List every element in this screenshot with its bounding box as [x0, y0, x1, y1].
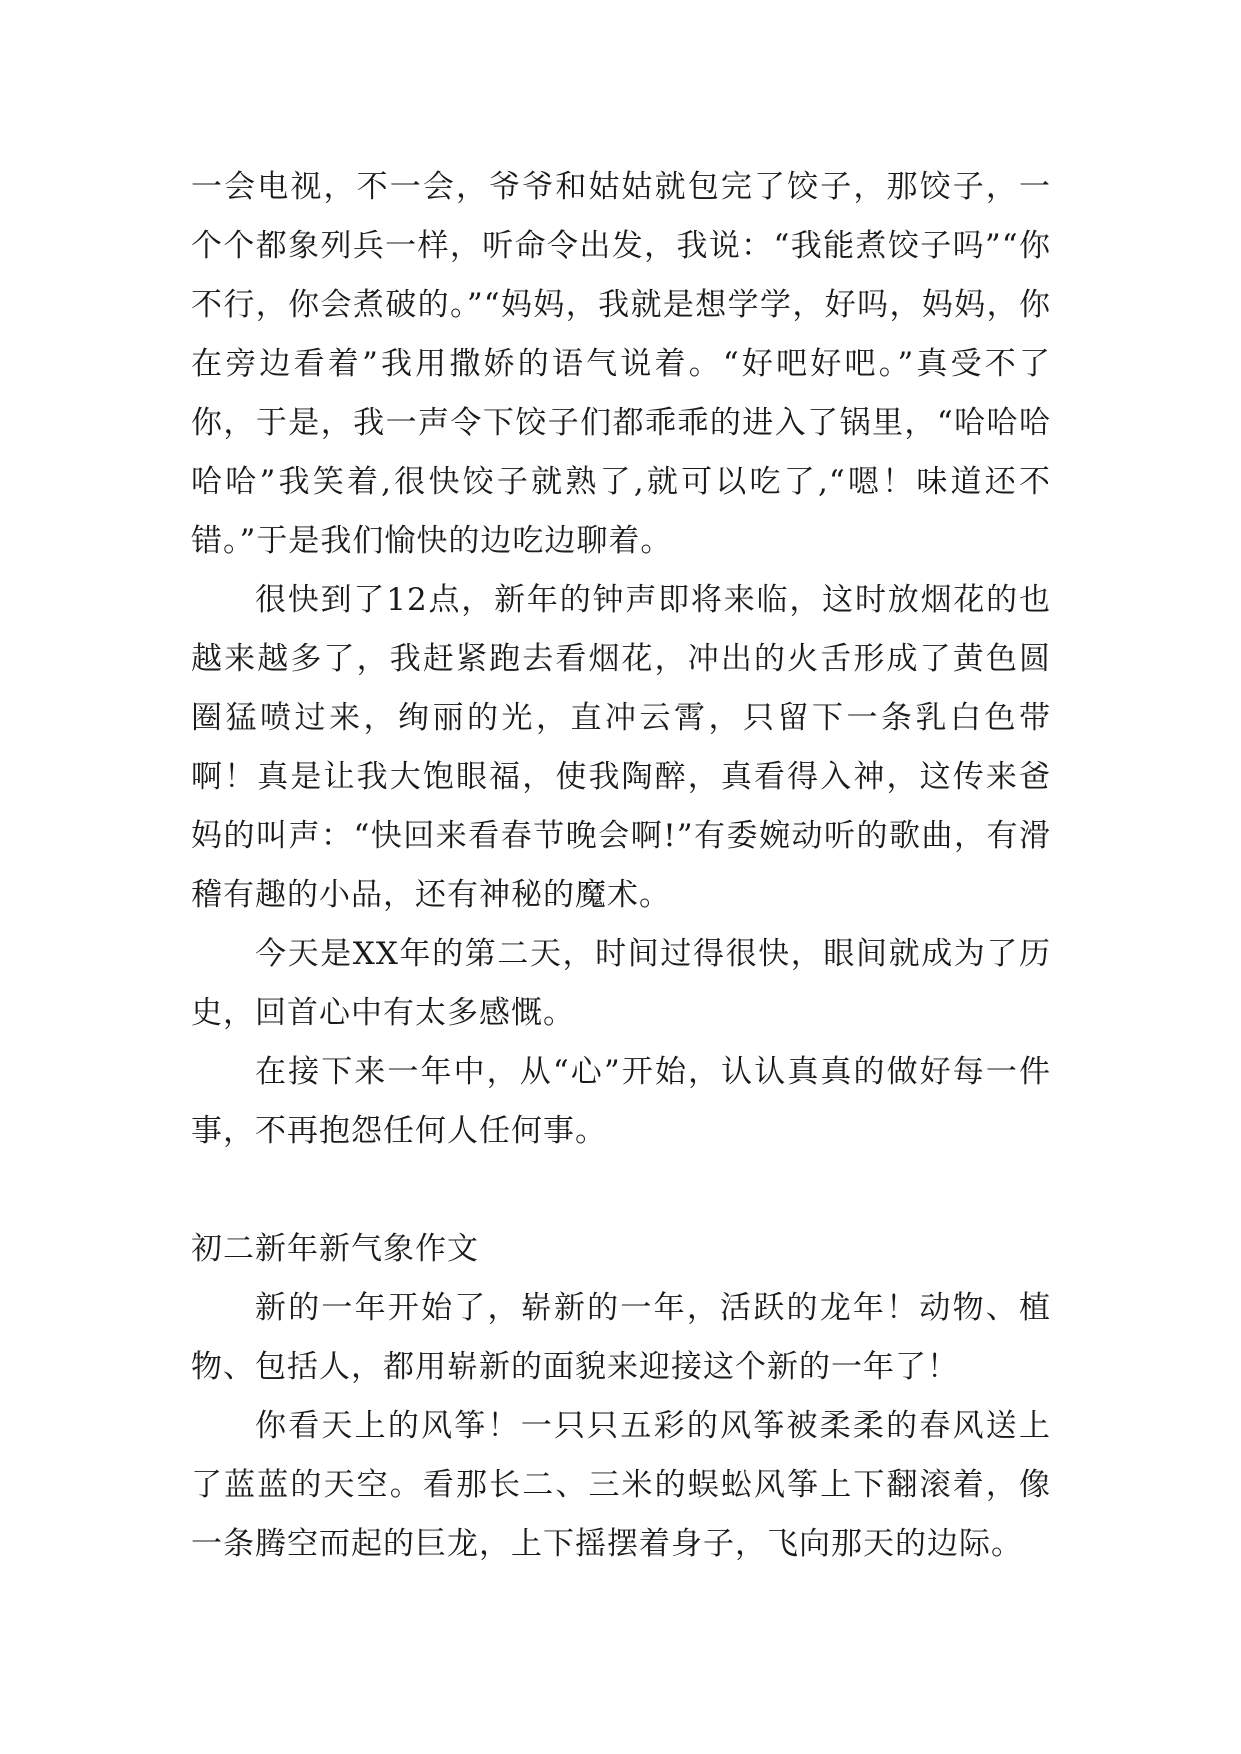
document-body: [191, 158, 1051, 1574]
essay-title: 初二新年新气象作文: [191, 1231, 479, 1267]
paragraph: 很快到了12点，新年的钟声即将来临，这时放烟花的也越来越多了，我赶紧跑去看烟花，冲出的火舌形成了黄色圆圈猛喷过来，绚丽的光，直冲云霄，只留下一条乳白色带啊！真是让我大饱眼福，使我陶醉，真看得入神，这传来爸妈的叫声：“快回来看春节晚会啊!”有委婉动听的歌曲，有滑稽有趣的小品，还有神秘的魔术。: [191, 582, 1051, 913]
paragraph: 新的一年开始了，崭新的一年，活跃的龙年！动物、植物、包括人，都用崭新的面貌来迎接这个新的一年了！: [191, 1290, 1051, 1385]
section-spacer: [191, 1161, 1051, 1220]
paragraph: 一会电视，不一会，爷爷和姑姑就包完了饺子，那饺子，一个个都象列兵一样，听命令出发，我说：“我能煮饺子吗”“你不行，你会煮破的。”“妈妈，我就是想学学，好吗，妈妈，你在旁边看着”我用撒娇的语气说着。“好吧好吧。”真受不了你，于是，我一声令下饺子们都乖乖的进入了锅里，“哈哈哈哈哈”我笑着,很快饺子就熟了,就可以吃了,“嗯！味道还不错。”于是我们愉快的边吃边聊着。: [191, 169, 1051, 559]
paragraph: 你看天上的风筝！一只只五彩的风筝被柔柔的春风送上了蓝蓝的天空。看那长二、三米的蜈蚣风筝上下翻滚着，像一条腾空而起的巨龙，上下摇摆着身子，飞向那天的边际。: [191, 1408, 1051, 1562]
paragraph: 在接下来一年中，从“心”开始，认认真真的做好每一件事，不再抱怨任何人任何事。: [191, 1054, 1051, 1149]
paragraph: 今天是XX年的第二天，时间过得很快，眼间就成为了历史，回首心中有太多感慨。: [191, 936, 1051, 1031]
